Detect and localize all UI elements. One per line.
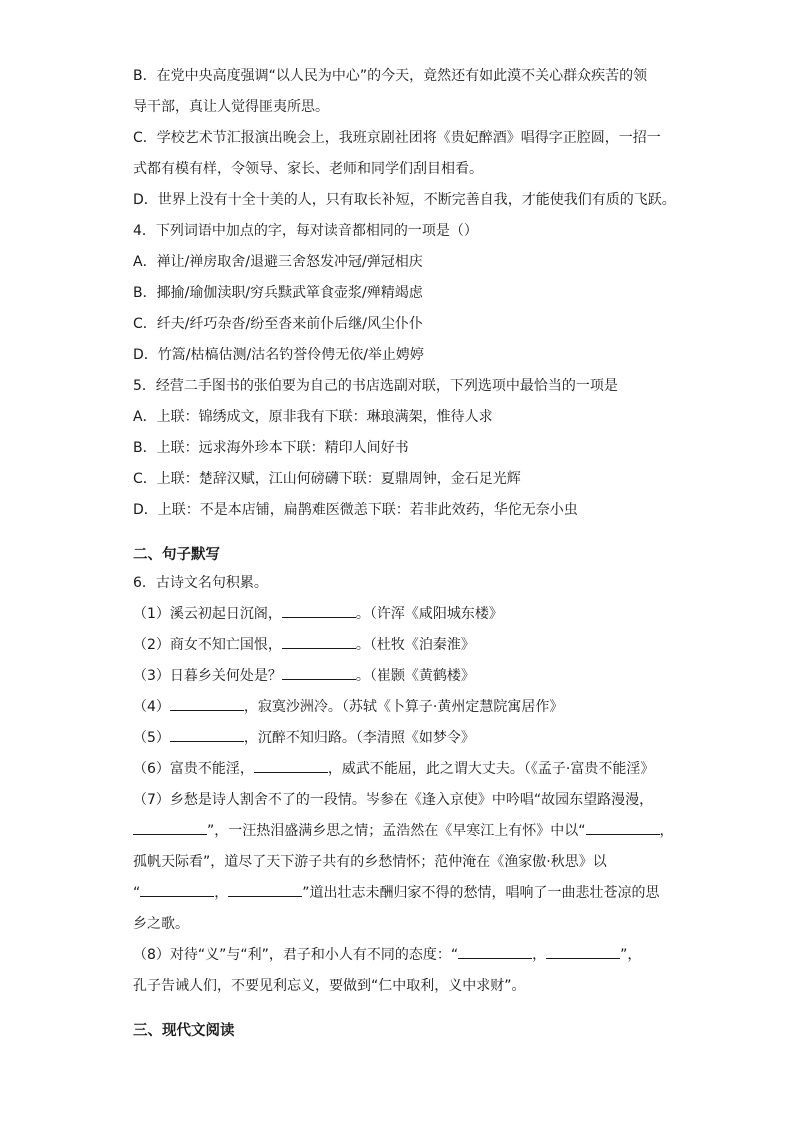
answer-blank[interactable] bbox=[546, 945, 620, 959]
answer-blank[interactable] bbox=[140, 883, 214, 897]
item-text: 。（杜牧《泊秦淮》 bbox=[355, 637, 475, 653]
section-heading-3: 三、现代文阅读 bbox=[133, 1023, 235, 1039]
q6-item-4 bbox=[133, 697, 563, 717]
item-text: ，沉醉不知归路。（李清照《如梦令》 bbox=[243, 730, 475, 746]
q4-option-d: D．竹篙/枯槁估测/沽名钓誉伶俜无依/举止娉婷 bbox=[133, 347, 424, 363]
item-text: （3）日暮乡关何处是？ bbox=[133, 668, 282, 684]
item-text: （8）对待“义”与“利”，君子和小人有不同的态度：“ bbox=[133, 947, 459, 963]
q5-option-c: C．上联：楚辞汉赋，江山何磅礴下联：夏鼎周钟，金石足光辉 bbox=[133, 471, 521, 487]
answer-blank[interactable] bbox=[282, 604, 356, 618]
q5-option-d: D．上联：不是本店铺，扁鹊难医微恙下联：若非此效药，华佗无奈小虫 bbox=[133, 502, 578, 518]
q6-item-1 bbox=[133, 604, 503, 624]
answer-blank[interactable] bbox=[133, 821, 207, 835]
q6-item-5 bbox=[133, 728, 475, 748]
item-text: ， bbox=[532, 947, 547, 963]
answer-blank[interactable] bbox=[170, 728, 244, 742]
q6-item-3 bbox=[133, 666, 475, 686]
question-4-stem: 4．下列词语中加点的字，每对读音都相同的一项是（） bbox=[133, 223, 478, 239]
q6-item-2 bbox=[133, 635, 475, 655]
question-6-stem: 6．古诗文名句积累。 bbox=[133, 575, 268, 591]
q6-item-8-line-2: 孔子告诫人们，不要见利忘义，要做到“仁中取利，义中求财”。 bbox=[133, 978, 526, 994]
q6-item-7-line-3: 孤帆天际看”，道尽了天下游子共有的乡愁情怀；范仲淹在《渔家傲·秋思》以 bbox=[133, 854, 607, 870]
item-text: ，寂寞沙洲冷。（苏轼《卜算子·黄州定慧院寓居作》 bbox=[243, 699, 564, 715]
question-5-stem: 5．经营二手图书的张伯要为自己的书店选副对联，下列选项中最恰当的一项是 bbox=[133, 378, 618, 394]
option-d-line: D．世界上没有十全十美的人，只有取长补短，不断完善自我，才能使我们有质的飞跃。 bbox=[133, 192, 676, 208]
item-text: （1）溪云初起日沉阁， bbox=[133, 606, 282, 622]
item-text: ”，一汪热泪盛满乡思之情；孟浩然在《早寒江上有怀》中以“ bbox=[207, 823, 586, 839]
item-text: ， bbox=[659, 823, 674, 839]
item-text: （2）商女不知亡国恨， bbox=[133, 637, 282, 653]
item-text: “ bbox=[133, 885, 141, 901]
option-b-line-2: 导干部，真让人觉得匪夷所思。 bbox=[133, 99, 329, 115]
option-c-line-1: C．学校艺术节汇报演出晚会上，我班京剧社团将《贵妃醉酒》唱得字正腔圆，一招一 bbox=[133, 130, 661, 146]
option-b-line-1: B．在党中央高度强调“以人民为中心”的今天，竟然还有如此漠不关心群众疾苦的领 bbox=[133, 68, 648, 84]
answer-blank[interactable] bbox=[458, 945, 532, 959]
option-c-line-2: 式都有模有样，令领导、家长、老师和同学们刮目相看。 bbox=[133, 161, 483, 177]
q5-option-a: A．上联：锦绣成文，原非我有下联：琳琅满架，惟待人求 bbox=[133, 409, 493, 425]
item-text: （6）富贵不能淫， bbox=[133, 761, 254, 777]
q6-item-7-line-4 bbox=[133, 883, 660, 903]
answer-blank[interactable] bbox=[170, 697, 244, 711]
answer-blank[interactable] bbox=[228, 883, 302, 897]
answer-blank[interactable] bbox=[254, 759, 328, 773]
item-text: ”道出壮志未酬归家不得的愁情，唱响了一曲悲壮苍凉的思 bbox=[302, 885, 660, 901]
item-text: 。（许浑《咸阳城东楼》 bbox=[355, 606, 503, 622]
q6-item-6 bbox=[133, 759, 654, 779]
section-heading-2: 二、句子默写 bbox=[133, 547, 220, 563]
q4-option-b: B．揶揄/瑜伽渎职/穷兵黩武箪食壶浆/殚精竭虑 bbox=[133, 285, 423, 301]
q6-item-7-line-5: 乡之歌。 bbox=[133, 916, 189, 932]
q6-item-8-line-1 bbox=[133, 945, 641, 965]
q5-option-b: B．上联：远求海外珍本下联：精印人间好书 bbox=[133, 440, 409, 456]
answer-blank[interactable] bbox=[282, 666, 356, 680]
q4-option-c: C．纤夫/纤巧杂沓/纷至沓来前仆后继/风尘仆仆 bbox=[133, 316, 423, 332]
item-text: 。（崔颢《黄鹤楼》 bbox=[355, 668, 475, 684]
item-text: ”， bbox=[620, 947, 642, 963]
q6-item-7-line-2 bbox=[133, 821, 674, 841]
item-text: （4） bbox=[133, 699, 170, 715]
q4-option-a: A．禅让/禅房取舍/退避三舍怒发冲冠/弹冠相庆 bbox=[133, 254, 423, 270]
q6-item-7-line-1: （7）乡愁是诗人割舍不了的一段情。岑参在《逢入京使》中吟唱“故园东望路漫漫， bbox=[133, 792, 654, 808]
item-text: （5） bbox=[133, 730, 170, 746]
answer-blank[interactable] bbox=[586, 821, 660, 835]
item-text: ， bbox=[214, 885, 229, 901]
answer-blank[interactable] bbox=[282, 635, 356, 649]
item-text: ，威武不能屈，此之谓大丈夫。（《孟子·富贵不能淫》 bbox=[327, 761, 655, 777]
